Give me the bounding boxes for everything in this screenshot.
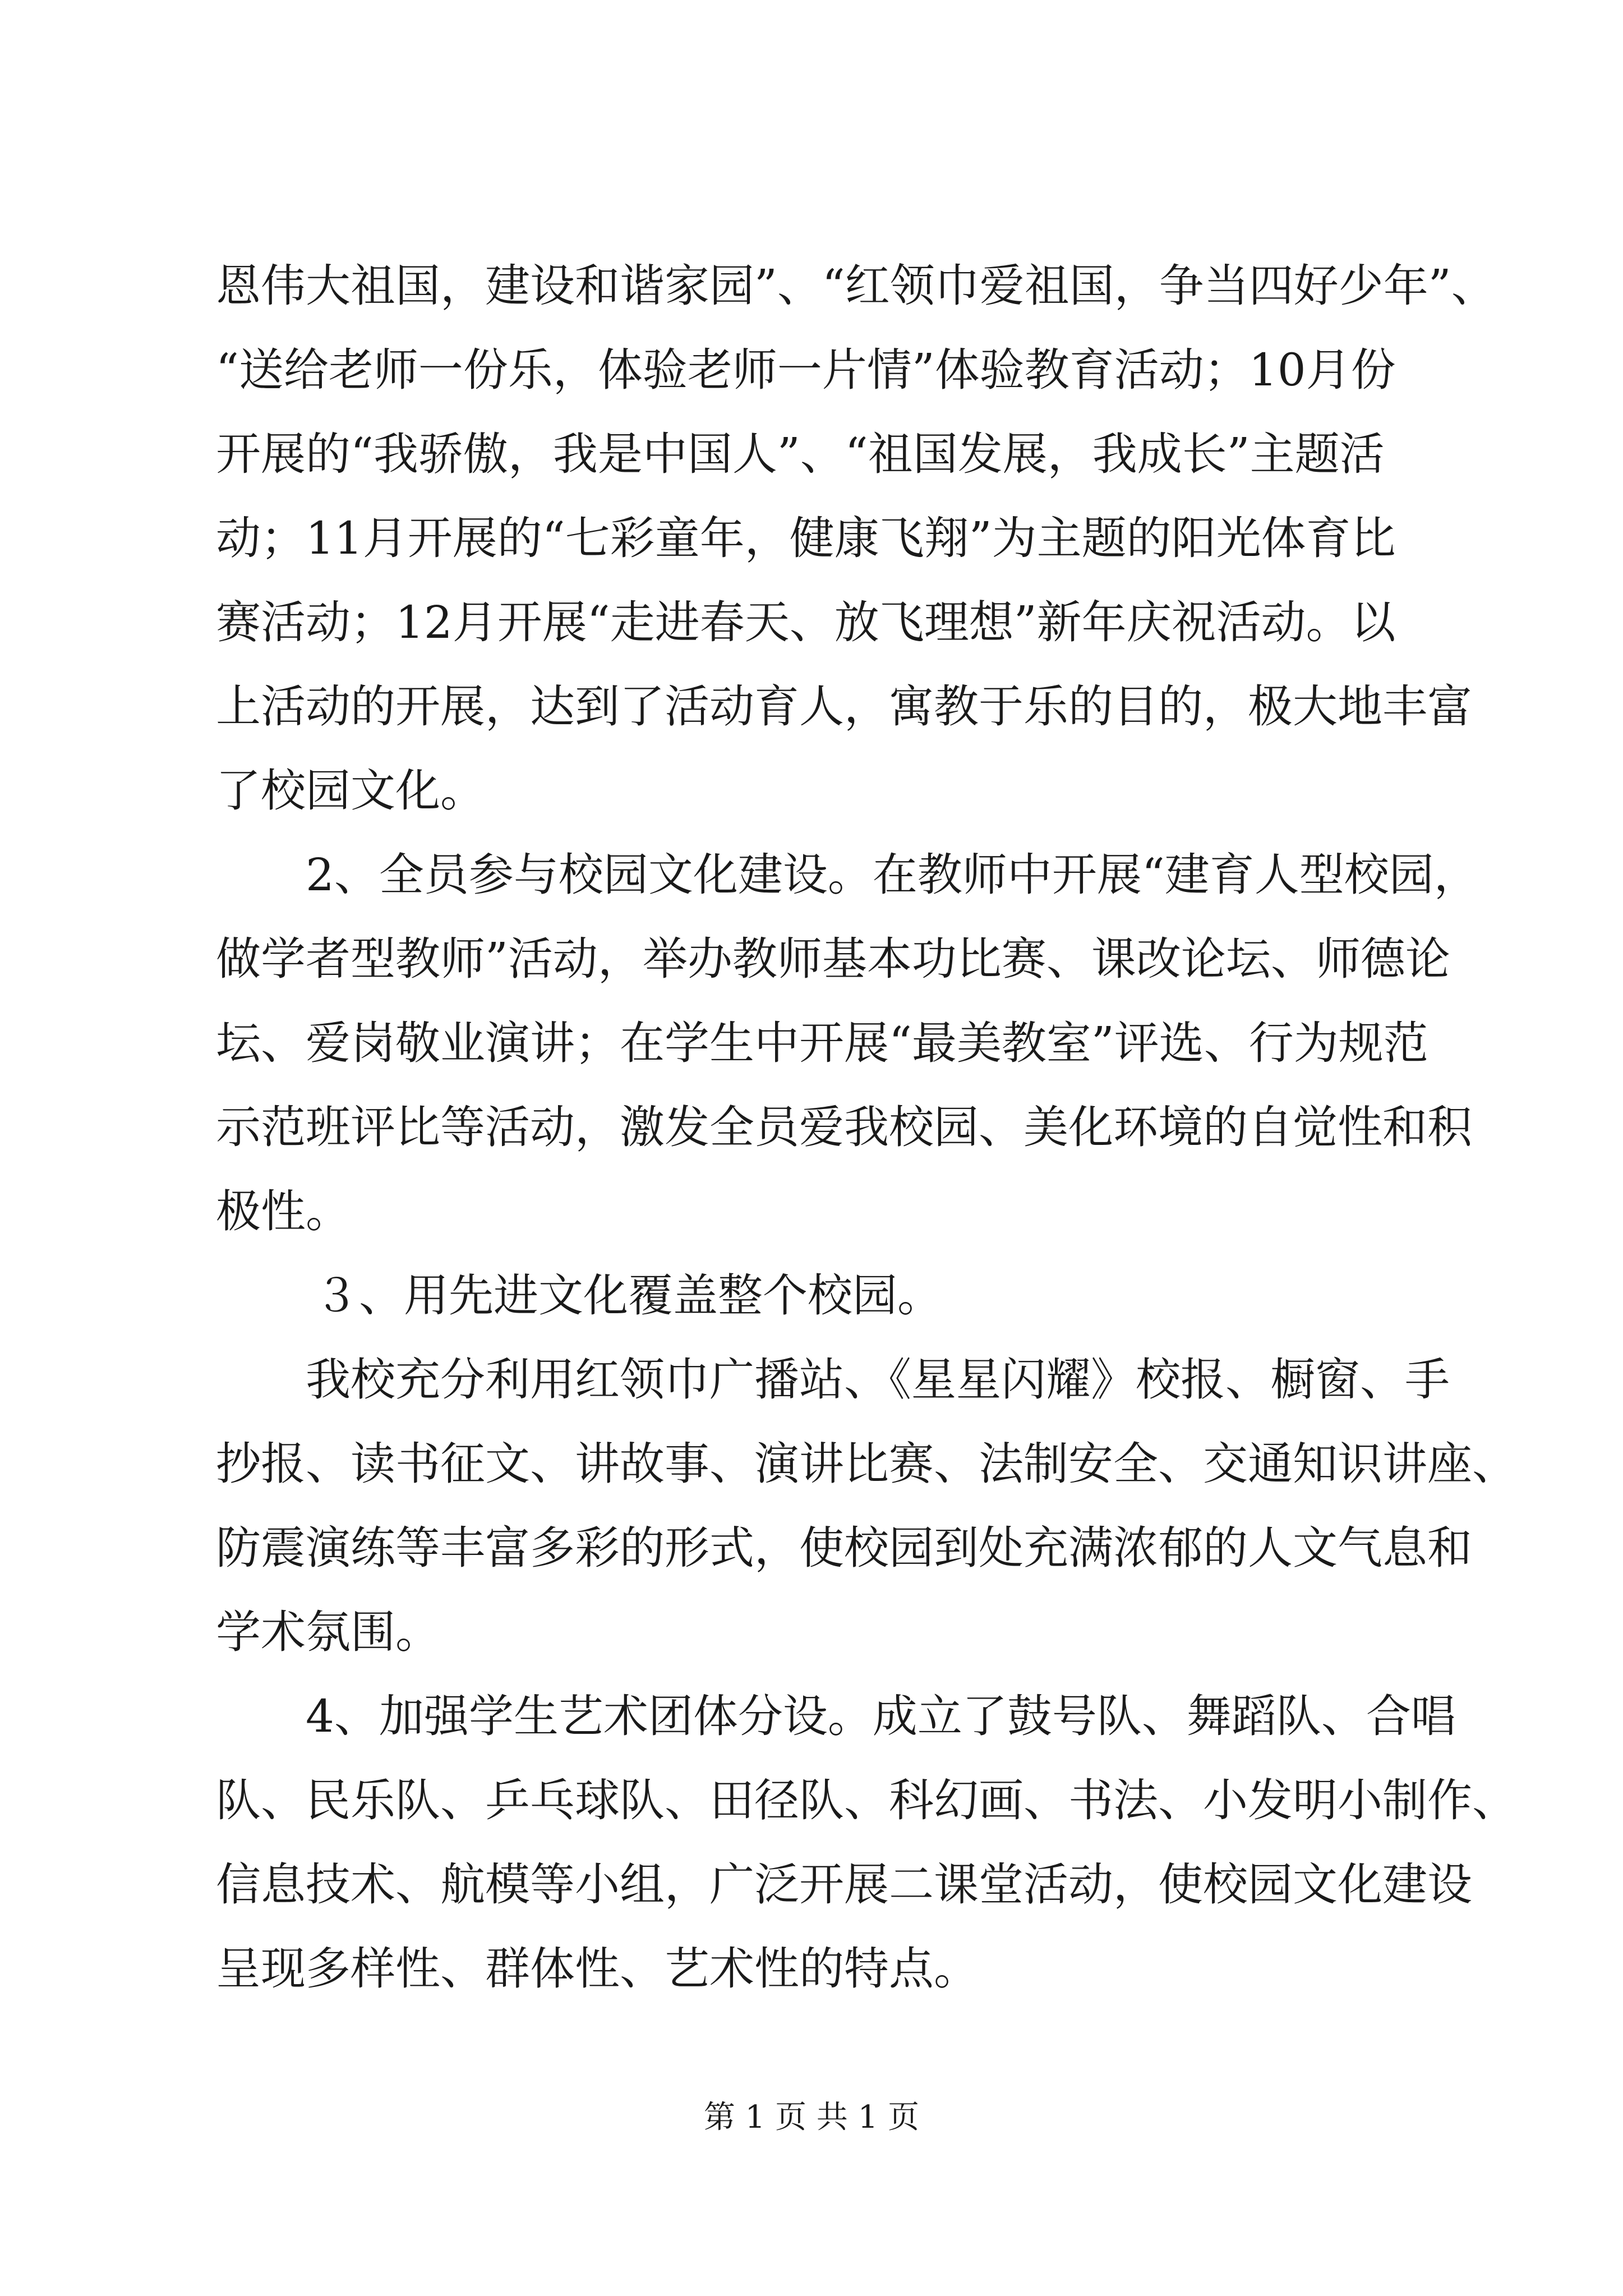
paragraph-start: 我校充分利用红领巾广播站、《星星闪耀》校报、橱窗、手: [306, 1354, 1450, 1406]
text-line: 极性。: [216, 1185, 351, 1237]
text-line: 队、民乐队、乒乓球队、田径队、科幻画、书法、小发明小制作、: [216, 1774, 1517, 1826]
text-line: 呈现多样性、群体性、艺术性的特点。: [216, 1943, 979, 1995]
text-line: 了校园文化。: [216, 765, 485, 817]
page-footer: 第 1 页 共 1 页: [703, 2099, 920, 2136]
text-line: 动；11月开展的“七彩童年，健康飞翔”为主题的阳光体育比: [216, 512, 1396, 564]
text-line: 坛、爱岗敬业演讲；在学生中开展“最美教室”评选、行为规范: [216, 1017, 1428, 1069]
text-line: 恩伟大祖国，建设和谐家园”、“红领巾爱祖国，争当四好少年”、: [216, 260, 1496, 312]
text-line: 防震演练等丰富多彩的形式，使校园到处充满浓郁的人文气息和: [216, 1522, 1472, 1574]
text-line: 学术氛围。: [216, 1606, 440, 1658]
text-line: 开展的“我骄傲，我是中国人”、“祖国发展，我成长”主题活: [216, 428, 1385, 480]
text-line: 赛活动；12月开展“走进春天、放飞理想”新年庆祝活动。以: [216, 596, 1396, 648]
text-line: 做学者型教师”活动，举办教师基本功比赛、课改论坛、师德论: [216, 933, 1450, 985]
text-line: 信息技术、航模等小组，广泛开展二课堂活动，使校园文化建设: [216, 1858, 1472, 1911]
paragraph-start: 2、全员参与校园文化建设。在教师中开展“建育人型校园，: [306, 849, 1479, 901]
text-line: 示范班评比等活动，激发全员爱我校园、美化环境的自觉性和积: [216, 1101, 1472, 1153]
paragraph-start: 4、加强学生艺术团体分设。成立了鼓号队、舞蹈队、合唱: [306, 1690, 1456, 1742]
text-line: 抄报、读书征文、讲故事、演讲比赛、法制安全、交通知识讲座、: [216, 1438, 1517, 1490]
text-line: 上活动的开展，达到了活动育人，寓教于乐的目的，极大地丰富: [216, 680, 1472, 733]
text-line: “送给老师一份乐，体验老师一片情”体验教育活动；10月份: [216, 344, 1396, 396]
section-heading: ３、用先进文化覆盖整个校园。: [314, 1269, 942, 1322]
